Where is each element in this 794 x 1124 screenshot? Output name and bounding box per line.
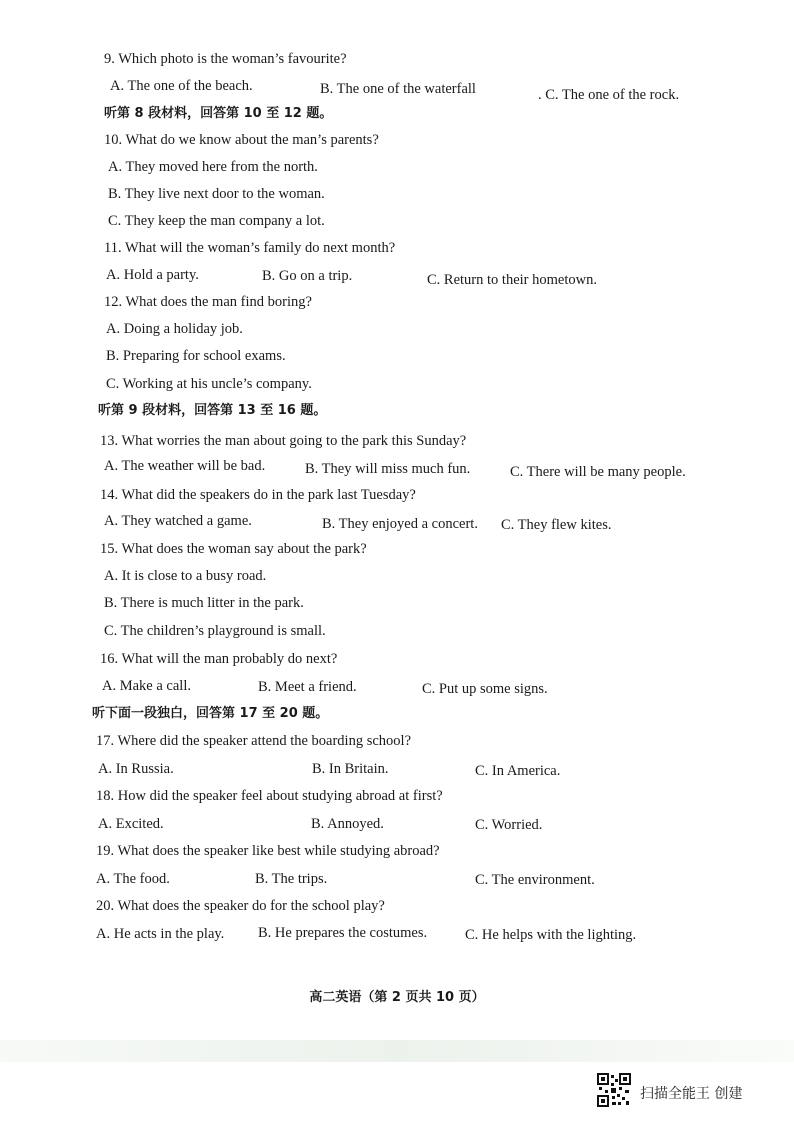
q16-stem: 16. What will the man probably do next? xyxy=(100,651,338,667)
q17-stem: 17. Where did the speaker attend the boarding school? xyxy=(96,733,411,749)
q13-option-b: B. They will miss much fun. xyxy=(305,461,471,477)
q15-stem: 15. What does the woman say about the park? xyxy=(100,541,367,557)
q16-option-a: A. Make a call. xyxy=(102,678,191,694)
q13-option-a: A. The weather will be bad. xyxy=(104,458,266,474)
q10-stem: 10. What do we know about the man’s parents? xyxy=(104,132,379,148)
q12-option-c: C. Working at his uncle’s company. xyxy=(106,376,312,392)
q20-stem: 20. What does the speaker do for the school play? xyxy=(96,898,385,914)
q13-option-c: C. There will be many people. xyxy=(510,464,686,480)
q18-option-b: B. Annoyed. xyxy=(311,816,384,832)
q20-option-a: A. He acts in the play. xyxy=(96,926,225,942)
q13-stem: 13. What worries the man about going to the park this Sunday? xyxy=(100,433,467,449)
q18-option-a: A. Excited. xyxy=(98,816,164,832)
q15-option-b: B. There is much litter in the park. xyxy=(104,595,304,611)
q14-stem: 14. What did the speakers do in the park last Tuesday? xyxy=(100,487,416,503)
q9-option-a: A. The one of the beach. xyxy=(110,78,253,94)
q20-option-b: B. He prepares the costumes. xyxy=(258,925,428,941)
section-heading-8: 听第 8 段材料，回答第 10 至 12 题。 xyxy=(104,106,333,121)
q11-option-c: C. Return to their hometown. xyxy=(427,272,597,288)
scan-smudge xyxy=(0,1040,794,1062)
section-heading-9: 听第 9 段材料，回答第 13 至 16 题。 xyxy=(98,403,327,418)
q11-stem: 11. What will the woman’s family do next month? xyxy=(104,240,396,256)
q16-option-c: C. Put up some signs. xyxy=(422,681,548,697)
q17-option-c: C. In America. xyxy=(475,763,561,779)
q19-option-a: A. The food. xyxy=(96,871,170,887)
q11-option-a: A. Hold a party. xyxy=(106,267,199,283)
scanner-label: 扫描全能王 创建 xyxy=(640,1086,743,1102)
q19-option-b: B. The trips. xyxy=(255,871,328,887)
q12-option-b: B. Preparing for school exams. xyxy=(106,348,286,364)
q15-option-a: A. It is close to a busy road. xyxy=(104,568,267,584)
q19-stem: 19. What does the speaker like best while studying abroad? xyxy=(96,843,440,859)
q10-option-c: C. They keep the man company a lot. xyxy=(108,213,325,229)
q9-stem: 9. Which photo is the woman’s favourite? xyxy=(104,51,347,67)
q12-option-a: A. Doing a holiday job. xyxy=(106,321,243,337)
q14-option-a: A. They watched a game. xyxy=(104,513,252,529)
q16-option-b: B. Meet a friend. xyxy=(258,679,357,695)
q12-stem: 12. What does the man find boring? xyxy=(104,294,312,310)
section-heading-monologue: 听下面一段独白，回答第 17 至 20 题。 xyxy=(92,706,329,721)
q15-option-c: C. The children’s playground is small. xyxy=(104,623,326,639)
q18-stem: 18. How did the speaker feel about studying abroad at first? xyxy=(96,788,443,804)
q17-option-b: B. In Britain. xyxy=(312,761,389,777)
q18-option-c: C. Worried. xyxy=(475,817,543,833)
q9-option-b: B. The one of the waterfall xyxy=(320,81,476,97)
q11-option-b: B. Go on a trip. xyxy=(262,268,353,284)
q10-option-a: A. They moved here from the north. xyxy=(108,159,318,175)
page-footer: 高二英语（第 2 页共 10 页） xyxy=(309,990,485,1005)
q19-option-c: C. The environment. xyxy=(475,872,595,888)
q10-option-b: B. They live next door to the woman. xyxy=(108,186,325,202)
q14-option-b: B. They enjoyed a concert. xyxy=(322,516,478,532)
qr-code-icon xyxy=(597,1073,631,1107)
q14-option-c: C. They flew kites. xyxy=(501,517,612,533)
q9-option-c: . C. The one of the rock. xyxy=(538,87,680,103)
q20-option-c: C. He helps with the lighting. xyxy=(465,927,637,943)
q17-option-a: A. In Russia. xyxy=(98,761,174,777)
